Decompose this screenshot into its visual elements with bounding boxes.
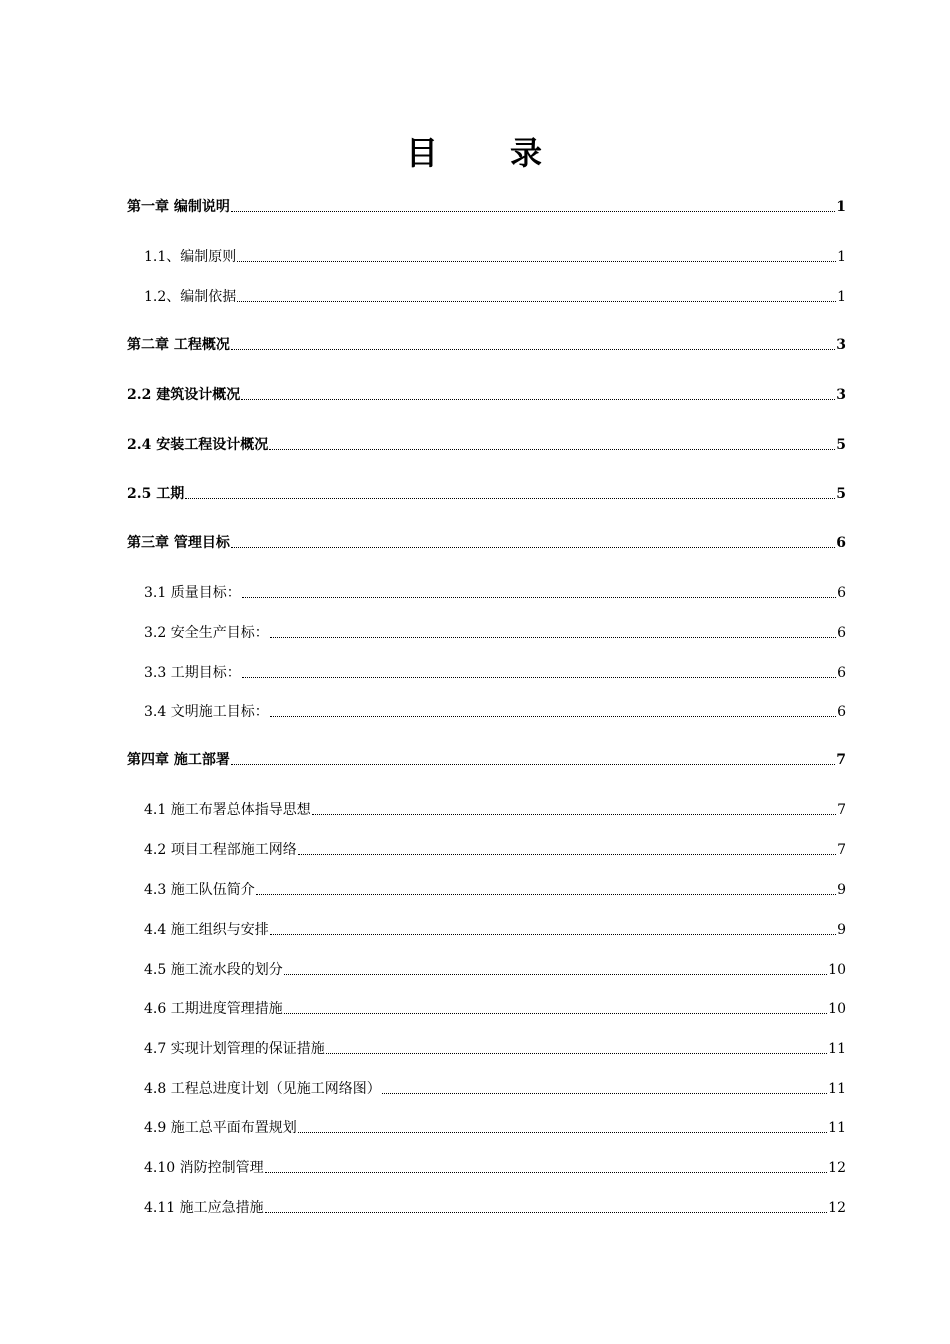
toc-dot-leader <box>256 894 836 895</box>
toc-entry-label: 4.2 项目工程部施工网络 <box>144 842 297 858</box>
toc-chapter-entry[interactable] <box>127 336 846 354</box>
toc-page-number: 9 <box>837 922 846 938</box>
toc-chapter-entry[interactable] <box>127 751 846 769</box>
toc-chapter-entry[interactable] <box>127 485 846 503</box>
toc-section-entry[interactable] <box>144 248 846 266</box>
toc-dot-leader <box>231 349 835 350</box>
toc-page-number: 7 <box>836 752 846 768</box>
toc-entry-label: 4.3 施工队伍简介 <box>144 882 255 898</box>
toc-entry-label: 4.1 施工布署总体指导思想 <box>144 802 311 818</box>
toc-entry-label: 4.5 施工流水段的划分 <box>144 962 283 978</box>
toc-page-number: 10 <box>828 962 846 978</box>
page-title <box>0 128 950 174</box>
toc-page-number: 11 <box>828 1041 846 1057</box>
toc-section-entry[interactable] <box>144 1159 846 1177</box>
toc-section-entry[interactable] <box>144 664 846 682</box>
toc-page-number: 12 <box>828 1160 846 1176</box>
toc-page-number: 12 <box>828 1200 846 1216</box>
toc-dot-leader <box>241 399 835 400</box>
toc-dot-leader <box>382 1093 827 1094</box>
toc-section-entry[interactable] <box>144 584 846 602</box>
title-char-2: 录 <box>510 134 545 172</box>
toc-entry-label: 4.4 施工组织与安排 <box>144 922 269 938</box>
toc-entry-label: 3.3 工期目标： <box>144 665 241 681</box>
toc-chapter-entry[interactable] <box>127 534 846 552</box>
toc-entry-label: 第二章 工程概况 <box>127 337 230 353</box>
toc-page-number: 3 <box>836 387 846 403</box>
toc-section-entry[interactable] <box>144 1199 846 1217</box>
toc-section-entry[interactable] <box>144 881 846 899</box>
toc-entry-label: 2.4 安装工程设计概况 <box>127 437 269 453</box>
toc-page-number: 1 <box>836 199 846 215</box>
toc-entry-label: 4.8 工程总进度计划（见施工网络图） <box>144 1081 381 1097</box>
toc-dot-leader <box>185 498 835 499</box>
toc-entry-label: 第一章 编制说明 <box>127 199 230 215</box>
toc-dot-leader <box>284 1013 827 1014</box>
toc-page-number: 11 <box>828 1081 846 1097</box>
toc-entry-label: 3.2 安全生产目标： <box>144 625 269 641</box>
toc-entry-label: 4.6 工期进度管理措施 <box>144 1001 283 1017</box>
toc-chapter-entry[interactable] <box>127 386 846 404</box>
toc-dot-leader <box>265 1172 828 1173</box>
toc-entry-label: 1.2、编制依据 <box>144 289 237 305</box>
toc-dot-leader <box>312 814 836 815</box>
toc-page-number: 9 <box>837 882 846 898</box>
toc-dot-leader <box>270 716 836 717</box>
toc-dot-leader <box>242 597 836 598</box>
toc-entry-label: 4.9 施工总平面布置规划 <box>144 1120 297 1136</box>
toc-section-entry[interactable] <box>144 1119 846 1137</box>
toc-page-number: 10 <box>828 1001 846 1017</box>
toc-dot-leader <box>237 301 836 302</box>
toc-entry-label: 1.1、编制原则 <box>144 249 237 265</box>
toc-section-entry[interactable] <box>144 1080 846 1098</box>
toc-entry-label: 4.7 实现计划管理的保证措施 <box>144 1041 325 1057</box>
toc-page-number: 5 <box>836 486 846 502</box>
toc-entry-label: 3.4 文明施工目标： <box>144 704 269 720</box>
toc-page-number: 3 <box>836 337 846 353</box>
toc-page-number: 7 <box>837 802 846 818</box>
toc-dot-leader <box>231 211 835 212</box>
toc-dot-leader <box>242 677 836 678</box>
toc-page-number: 6 <box>836 535 846 551</box>
toc-page-number: 6 <box>837 704 846 720</box>
toc-dot-leader <box>237 261 836 262</box>
toc-entry-label: 2.2 建筑设计概况 <box>127 387 241 403</box>
toc-section-entry[interactable] <box>144 703 846 721</box>
toc-section-entry[interactable] <box>144 921 846 939</box>
toc-page-number: 5 <box>836 437 846 453</box>
toc-section-entry[interactable] <box>144 801 846 819</box>
toc-section-entry[interactable] <box>144 624 846 642</box>
title-char-1: 目 <box>405 134 440 172</box>
toc-page-number: 1 <box>837 249 846 265</box>
toc-dot-leader <box>231 547 835 548</box>
toc-dot-leader <box>269 449 835 450</box>
toc-page-number: 6 <box>837 665 846 681</box>
toc-dot-leader <box>284 974 827 975</box>
toc-dot-leader <box>326 1053 827 1054</box>
toc-section-entry[interactable] <box>144 1000 846 1018</box>
toc-entry-label: 第三章 管理目标 <box>127 535 230 551</box>
toc-chapter-entry[interactable] <box>127 436 846 454</box>
toc-section-entry[interactable] <box>144 288 846 306</box>
toc-entry-label: 4.11 施工应急措施 <box>144 1200 264 1216</box>
toc-dot-leader <box>298 854 836 855</box>
toc-entry-label: 3.1 质量目标： <box>144 585 241 601</box>
toc-page-number: 7 <box>837 842 846 858</box>
toc-page-number: 1 <box>837 289 846 305</box>
toc-page-number: 6 <box>837 625 846 641</box>
toc-entry-label: 第四章 施工部署 <box>127 752 230 768</box>
toc-dot-leader <box>265 1212 828 1213</box>
toc-dot-leader <box>231 764 835 765</box>
toc-section-entry[interactable] <box>144 841 846 859</box>
toc-chapter-entry[interactable] <box>127 198 846 216</box>
toc-page-number: 11 <box>828 1120 846 1136</box>
toc-dot-leader <box>298 1132 827 1133</box>
toc-section-entry[interactable] <box>144 1040 846 1058</box>
toc-page-number: 6 <box>837 585 846 601</box>
toc-dot-leader <box>270 934 836 935</box>
toc-entry-label: 2.5 工期 <box>127 486 185 502</box>
toc-entry-label: 4.10 消防控制管理 <box>144 1160 264 1176</box>
toc-section-entry[interactable] <box>144 961 846 979</box>
toc-dot-leader <box>270 637 836 638</box>
